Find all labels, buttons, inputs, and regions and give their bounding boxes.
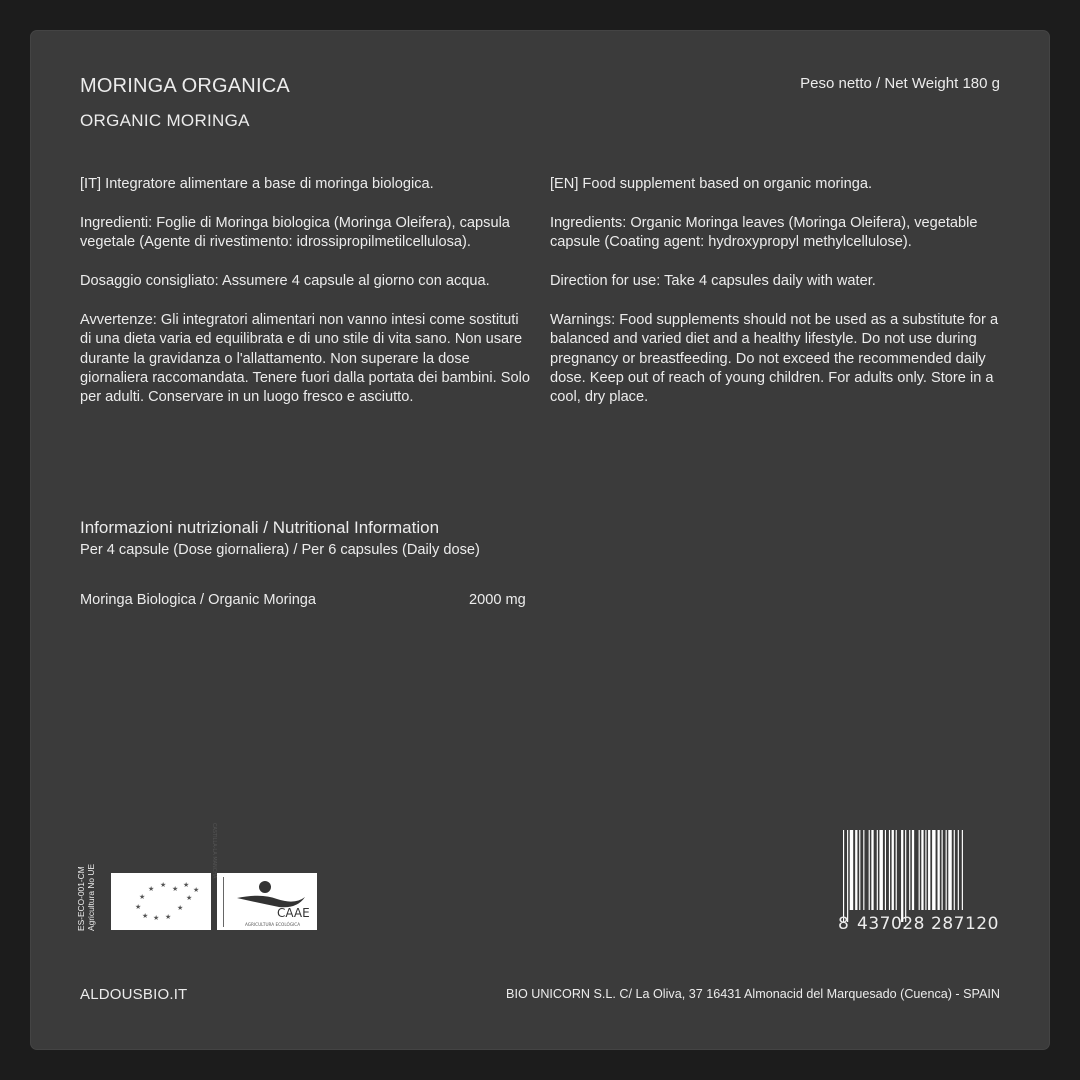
barcode-bar [871,830,873,910]
product-label [31,31,1049,1049]
barcode-bar [938,830,940,910]
net-weight: Peso netto / Net Weight 180 g [800,75,1000,92]
svg-text:★: ★ [172,885,179,893]
barcode-bar [942,830,943,910]
barcode-bar [921,830,923,910]
barcode-bar [901,830,903,922]
svg-text:★: ★ [165,913,172,921]
barcode-bar [928,830,930,910]
barcode-bar [889,830,890,910]
nutrition-serving: Per 4 capsule (Dose giornaliera) / Per 6 capsules (Daily dose) [80,542,480,558]
barcode-bar [850,830,853,910]
svg-text:★: ★ [160,881,167,889]
barcode-bar [954,830,955,910]
barcode-group-2: 287120 [931,914,999,934]
origin-text: Agricultura No UE [85,863,96,931]
caae-side-text: CASTILLA-LA MANCHA [211,823,217,879]
barcode-bar [885,830,886,910]
svg-text:★: ★ [183,881,190,889]
caae-logo-icon [211,823,317,930]
italian-column [80,175,530,427]
italian-dosage: Dosaggio consigliato: Assumere 4 capsule al giorno con acqua. [80,273,490,289]
italian-intro: [IT] Integratore alimentare a base di moringa biologica. [80,176,434,192]
english-dosage: Direction for use: Take 4 capsules daily with water. [550,273,876,289]
english-intro: [EN] Food supplement based on organic moringa. [550,176,873,192]
product-subtitle: ORGANIC MORINGA [80,111,250,130]
barcode-bar [847,830,848,922]
barcode-bar [869,830,870,910]
barcode-first-digit: 8 [838,914,849,934]
eu-organic-leaf-icon [111,873,211,930]
svg-text:★: ★ [142,912,149,920]
control-code-text: ES-ECO-001-CM [76,866,86,931]
barcode-bar [912,830,914,910]
caae-text: CAAE [277,906,310,920]
barcode-bar [863,830,864,910]
barcode-bar [859,830,860,910]
barcode-bar [948,830,951,910]
barcode-bar [892,830,894,910]
nutrition-row-value: 2000 mg [469,592,526,608]
svg-text:★: ★ [139,893,146,901]
barcode-bar [877,830,878,910]
english-column [550,175,1000,427]
barcode-bar [909,830,910,910]
barcode-bar [896,830,897,910]
barcode-group-1: 437028 [857,914,925,934]
barcode-bar [855,830,857,910]
english-warnings: Warnings: Food supplements should not be used as a substitute for a balanced and varied diet and a healthy lifestyle. Do not use during pregnancy or breastfeeding. Do not exceed the recommended daily dose. Keep out of reach of young children. For adults only. Store in a cool, dry place. [550,311,999,406]
italian-warnings: Avvertenze: Gli integratori alimentari non vanno intesi come sostituti di una dieta varia ed equilibrata e di uno stile di vita sano. Non usare durante la gravidanza o l'allattamento. Non superare la dose giornaliera raccomandata. Tenere fuori dalla portata dei bambini. Solo per adulti. Conservare in un luogo fresco e asciutto. [80,311,530,406]
barcode-bar [905,830,906,922]
svg-text:★: ★ [193,886,200,894]
nutrition-row-name: Moringa Biologica / Organic Moringa [80,592,317,608]
svg-text:★: ★ [177,904,184,912]
italian-ingredients: Ingredienti: Foglie di Moringa biologica (Moringa Oleifera), capsula vegetale (Agente di rivestimento: idrossipropilmetilcellulosa). [80,214,510,251]
company-address: BIO UNICORN S.L. C/ La Oliva, 37 16431 Almonacid del Marquesado (Cuenca) - SPAIN [506,987,1000,1001]
barcode-bars [843,830,963,922]
barcode-bar [843,830,844,922]
barcode-bar [919,830,920,910]
product-title: MORINGA ORGANICA [80,75,290,97]
caae-tagline: AGRICULTURA ECOLÓGICA [245,922,301,927]
website-link[interactable]: ALDOUSBIO.IT [80,986,188,1003]
english-ingredients: Ingredients: Organic Moringa leaves (Moringa Oleifera), vegetable capsule (Coating agent: hydroxypropyl methylcellulose). [550,214,978,251]
barcode-bar [879,830,882,910]
svg-text:★: ★ [153,914,160,922]
barcode-bar [962,830,963,910]
svg-text:★: ★ [186,894,193,902]
barcode-bar [946,830,947,910]
nutrition-title: Informazioni nutrizionali / Nutritional Information [80,518,440,537]
barcode-bar [932,830,935,910]
svg-text:★: ★ [135,903,142,911]
svg-text:★: ★ [148,885,155,893]
barcode-bar [925,830,926,910]
barcode [838,830,1001,934]
barcode-bar [958,830,959,910]
